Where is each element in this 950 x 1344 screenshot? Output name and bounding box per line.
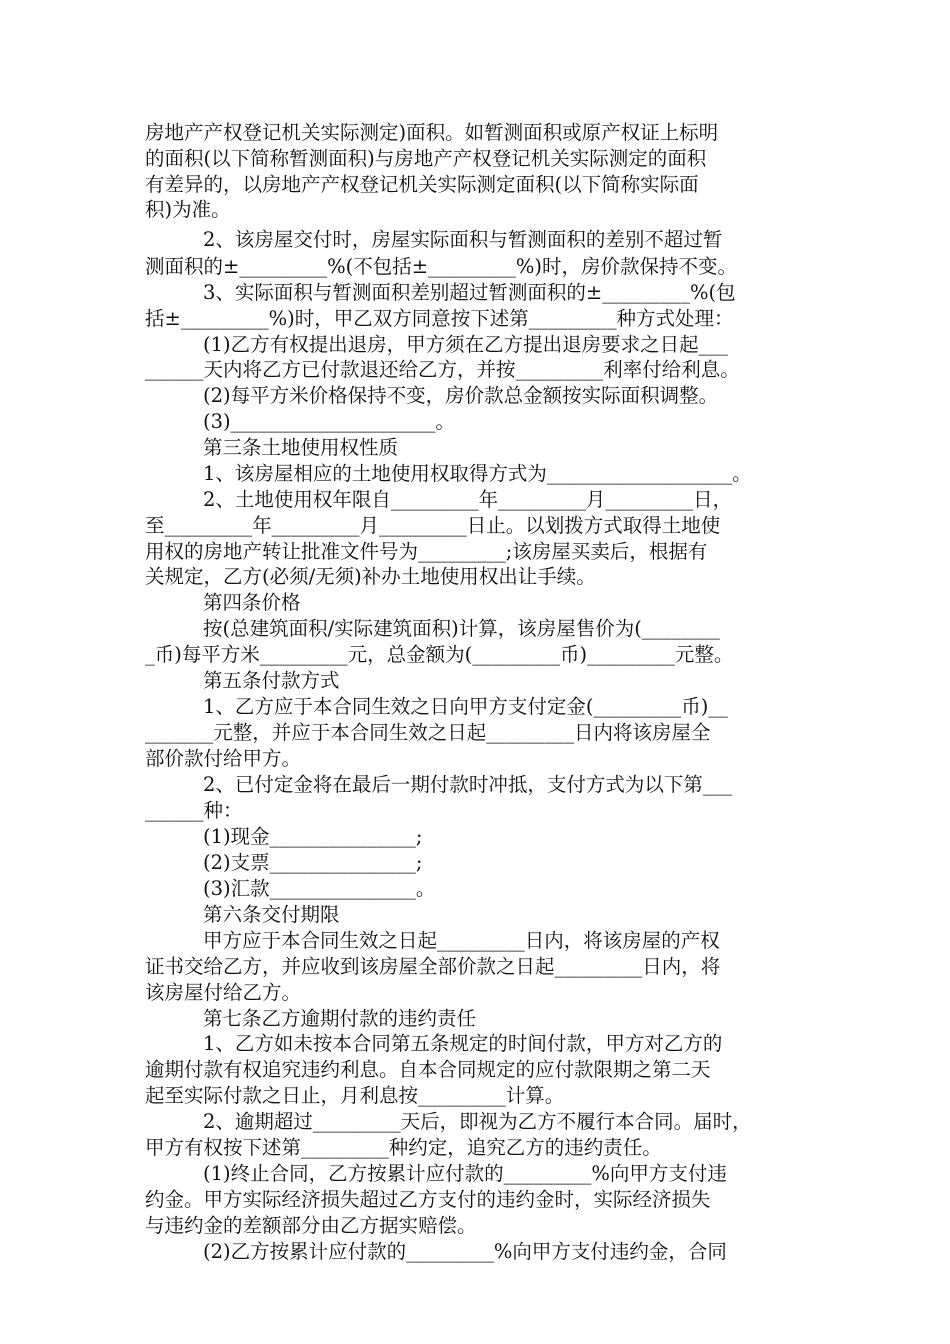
document-line: (3)_____________________。	[203, 410, 455, 433]
document-line: 按(总建筑面积/实际建筑面积)计算，该房屋售价为(________	[203, 617, 720, 640]
document-line: 第四条价格	[203, 591, 301, 614]
document-line: 该房屋付给乙方。	[145, 980, 302, 1004]
document-line: 房地产产权登记机关实际测定)面积。如暂测面积或原产权证上标明	[145, 121, 719, 144]
document-line: 有差异的，以房地产产权登记机关实际测定面积(以下简称实际面	[145, 172, 699, 196]
document-line: 逾期付款有权追究违约利息。自本合同规定的应付款限期之第二天	[145, 1058, 711, 1081]
document-line: 关规定，乙方(必须/无须)补办土地使用权出让手续。	[145, 565, 596, 588]
document-line: 积)为准。	[145, 198, 231, 221]
document-line: (1)乙方有权提出退房，甲方须在乙方提出退房要求之日起___	[203, 332, 728, 356]
document-line: (1)终止合同，乙方按累计应付款的_________%向甲方支付违	[203, 1162, 727, 1185]
document-line: 与违约金的差额部分由乙方据实赔偿。	[145, 1214, 477, 1237]
document-line: 第五条付款方式	[203, 669, 340, 692]
document-line: _币)每平方米_________元，总金额为(_________币)_________元整。	[145, 643, 734, 666]
document-line: 起至实际付款之日止，月利息按_________计算。	[145, 1084, 565, 1107]
document-line: 第三条土地使用权性质	[203, 436, 399, 459]
document-line: 2、已付定金将在最后一期付款时冲抵，支付方式为以下第___	[203, 773, 733, 796]
document-line: 证书交给乙方，并应收到该房屋全部价款之日起_________日内，将	[145, 955, 721, 978]
document-line: 1、该房屋相应的土地使用权取得方式为___________________。	[203, 462, 752, 485]
document-line: 甲方有权按下述第_________种约定，追究乙方的违约责任。	[145, 1136, 662, 1159]
document-line: (2)支票_______________;	[203, 851, 423, 874]
document-line: 用权的房地产转让批准文件号为_________;该房屋买卖后，根据有	[145, 539, 708, 563]
document-line: (2)乙方按累计应付款的_________%向甲方支付违约金，合同	[203, 1240, 727, 1263]
document-line: 2、该房屋交付时，房屋实际面积与暂测面积的差别不超过暂	[203, 228, 723, 251]
document-line: 第七条乙方逾期付款的违约责任	[203, 1006, 477, 1030]
document-line: 测面积的±_________%(不包括±_________%)时，房价款保持不变。	[145, 254, 737, 278]
document-line: (3)汇款_______________。	[203, 877, 436, 900]
document-line: 第六条交付期限	[203, 903, 340, 926]
document-line: 3、实际面积与暂测面积差别超过暂测面积的±_________%(包	[203, 280, 736, 304]
document-line: 约金。甲方实际经济损失超过乙方支付的违约金时，实际经济损失	[145, 1188, 711, 1211]
document-line: (1)现金_______________;	[203, 825, 423, 848]
document-line: 至_________年_________月_________日止。以划拨方式取得土地使	[145, 513, 721, 537]
document-line: 2、土地使用权年限自_________年_________月_________日，	[203, 488, 733, 511]
document-line: _______元整，并应于本合同生效之日起_________日内将该房屋全	[145, 721, 711, 744]
document-line: ______种：	[145, 799, 243, 822]
document-line: 括±_________%)时，甲乙双方同意按下述第_________种方式处理：	[145, 306, 734, 330]
document-line: 1、乙方应于本合同生效之日向甲方支付定金(_________币)__	[203, 695, 728, 718]
document-line: ______天内将乙方已付款退还给乙方，并按_________利率付给利息。	[145, 358, 740, 381]
document-line: 的面积(以下简称暂测面积)与房地产产权登记机关实际测定的面积	[145, 146, 707, 170]
document-line: 部价款付给甲方。	[145, 747, 302, 770]
document-line: 1、乙方如未按本合同第五条规定的时间付款，甲方对乙方的	[203, 1032, 723, 1055]
document-line: (2)每平方米价格保持不变，房价款总金额按实际面积调整。	[203, 384, 719, 407]
document-line: 甲方应于本合同生效之日起_________日内，将该房屋的产权	[203, 929, 720, 952]
document-line: 2、逾期超过_________天后，即视为乙方不履行本合同。届时，	[203, 1110, 752, 1133]
